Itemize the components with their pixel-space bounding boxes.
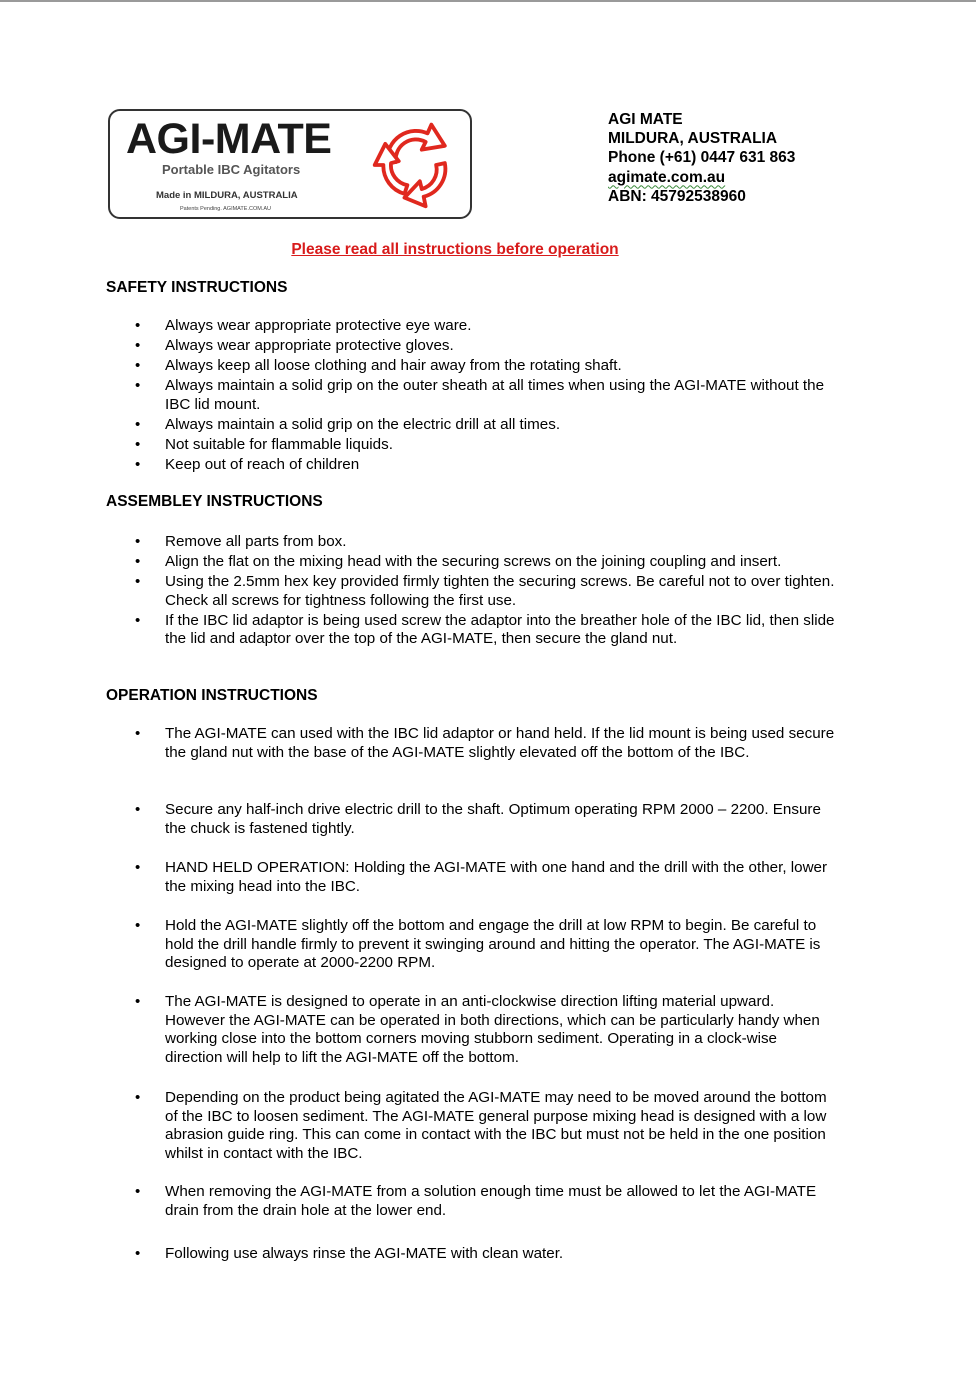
list-item: • Always keep all loose clothing and hair away from the rotating shaft.: [0, 357, 835, 376]
list-item: • The AGI-MATE is designed to operate in an anti-clockwise direction lifting material upward. However the AGI-MATE can be operated in both directions, which can be particularly handy when working close into the bottom corners moving stubborn sediment. Operating in a clock-wise direction will help to lift the AGI-MATE off the bottom.: [0, 993, 835, 1067]
logo-made-in: Made in MILDURA, AUSTRALIA: [156, 190, 298, 201]
recycle-arrows-icon: [368, 117, 464, 213]
list-item: • Align the flat on the mixing head with the securing screws on the joining coupling and insert.: [0, 553, 835, 572]
list-item: • HAND HELD OPERATION: Holding the AGI-MATE with one hand and the drill with the other, lower the mixing head into the IBC.: [0, 859, 835, 896]
top-border-line: [0, 0, 976, 2]
list-item: • Always maintain a solid grip on the electric drill at all times.: [0, 416, 835, 435]
agi-mate-logo: [108, 109, 472, 219]
assembly-heading: ASSEMBLEY INSTRUCTIONS: [106, 493, 323, 510]
list-item: • Always maintain a solid grip on the outer sheath at all times when using the AGI-MATE without the IBC lid mount.: [0, 377, 835, 414]
list-item: • Secure any half-inch drive electric drill to the shaft. Optimum operating RPM 2000 – 2200. Ensure the chuck is fastened tightly.: [0, 801, 835, 838]
read-instructions-notice: Please read all instructions before operation: [291, 241, 619, 258]
company-abn: ABN: 45792538960: [608, 187, 746, 205]
logo-patent-text: Patents Pending. AGIMATE.COM.AU: [180, 206, 271, 212]
list-item: • Always wear appropriate protective gloves.: [0, 337, 835, 356]
list-item: • Depending on the product being agitated the AGI-MATE may need to be moved around the bottom of the IBC to loosen sediment. The AGI-MATE general purpose mixing head is designed with a low abrasion guide ring. This can come in contact with the IBC but must not be held in the one position whilst in contact with the IBC.: [0, 1089, 835, 1163]
list-item: • Using the 2.5mm hex key provided firmly tighten the securing screws. Be careful not to over tighten. Check all screws for tightness following the first use.: [0, 573, 835, 610]
safety-list: [0, 317, 976, 474]
logo-title: AGI-MATE: [126, 115, 332, 163]
list-item: • When removing the AGI-MATE from a solution enough time must be allowed to let the AGI-MATE drain from the drain hole at the lower end.: [0, 1183, 835, 1220]
list-item: • Not suitable for flammable liquids.: [0, 436, 835, 455]
company-location: MILDURA, AUSTRALIA: [608, 130, 778, 148]
operation-heading: OPERATION INSTRUCTIONS: [106, 687, 318, 704]
safety-heading: SAFETY INSTRUCTIONS: [106, 279, 288, 296]
list-item: • If the IBC lid adaptor is being used screw the adaptor into the breather hole of the IBC lid, then slide the lid and adaptor over the top of the AGI-MATE, then secure the gland nut.: [0, 612, 835, 649]
company-website[interactable]: agimate.com.au: [608, 168, 726, 186]
list-item: • Always wear appropriate protective eye ware.: [0, 317, 835, 336]
company-name: AGI MATE: [608, 111, 683, 128]
contact-block: [608, 110, 795, 206]
list-item: • The AGI-MATE can used with the IBC lid adaptor or hand held. If the lid mount is being used secure the gland nut with the base of the AGI-MATE slightly elevated off the bottom of the IBC.: [0, 725, 835, 762]
list-item: • Hold the AGI-MATE slightly off the bottom and engage the drill at low RPM to begin. Be careful to hold the drill handle firmly to prevent it swinging around and hitting the operator. The AGI-MATE is designed to operate at 2000-2200 RPM.: [0, 917, 835, 973]
list-item: • Remove all parts from box.: [0, 533, 835, 552]
logo-subtitle: Portable IBC Agitators: [162, 162, 301, 177]
assembly-list: [0, 533, 976, 649]
company-phone: Phone (+61) 0447 631 863: [608, 149, 796, 167]
list-item: • Keep out of reach of children: [0, 456, 835, 475]
list-item: • Following use always rinse the AGI-MATE with clean water.: [0, 1245, 835, 1264]
